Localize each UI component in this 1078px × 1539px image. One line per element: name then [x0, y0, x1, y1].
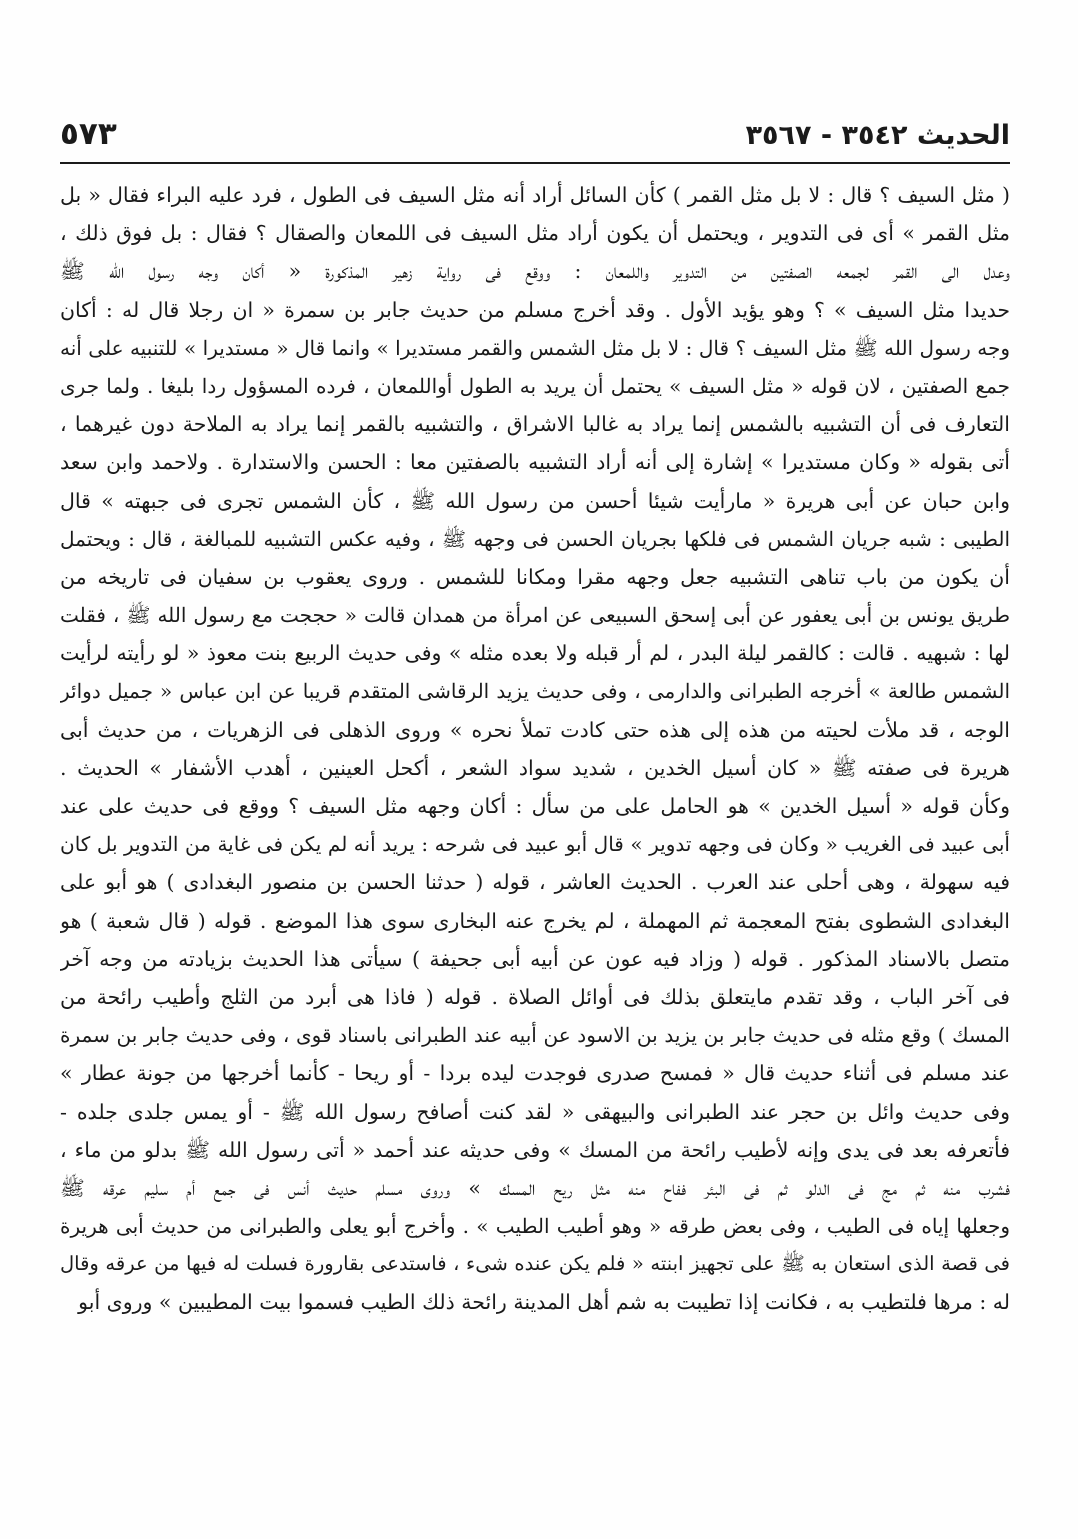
page-header	[60, 112, 1010, 160]
text-line: الشمس طالعة » أخرجه الطبرانى والدارمى ، وفى حديث يزيد الرقاشى المتقدم قريبا عن ابن عباس « جميل دوائر	[60, 679, 1010, 704]
text-line: وفى حديث وائل بن حجر عند الطبرانى والبيهقى « لقد كنت أصافح رسول الله ﷺ - أو يمس جلدى جلده -	[60, 1099, 1010, 1124]
text-line: وابن حبان عن أبى هريرة « مارأيت شيئا أحسن من رسول الله ﷺ ، كأن الشمس تجرى فى جبهته » قال	[60, 488, 1010, 513]
text-line: البغدادى الشطوى بفتح المعجمة ثم المهملة ، لم يخرج عنه البخارى سوى هذا الموضع . قوله ( قال شعبة ) هو	[60, 908, 1010, 933]
text-line: متصل بالاسناد المذكور . قوله ( وزاد فيه عون عن أبيه أبى جحيفة ) سيأتى هذا الحديث بزيادته من وجه آخر	[60, 946, 1010, 971]
text-line: المسك ) وقع مثله فى حديث جابر بن يزيد بن الاسود عن أبيه عند الطبرانى باسناد قوى ، وفى حديث جابر بن سمرة	[60, 1023, 1010, 1048]
running-title: الحديث ٣٥٤٢ - ٣٥٦٧	[745, 120, 1010, 151]
text-line: له : مرها فلتطيب به ، فكانت إذا تطيبت به شم أهل المدينة رائحة ذلك الطيب فسموا بيت المطيبين » وروى أبو	[78, 1290, 1010, 1315]
text-line: مثل القمر » أى فى التدوير ، ويحتمل أن يكون أراد مثل السيف فى اللمعان والصقال ؟ فقال : بل فوق ذلك ،	[60, 221, 1010, 246]
text-line: فى آخر الباب ، وقد تقدم مايتعلق بذلك فى أوائل الصلاة . قوله ( فاذا هى أبرد من الثلج وأطيب رائحة من	[60, 984, 1010, 1009]
text-line: فى قصة الذى استعان به ﷺ على تجهيز ابنته « فلم يكن عنده شىء ، فاستدعى بقارورة فسلت له فيها من عرقه وقال	[60, 1252, 1010, 1276]
text-line: وجعلها إياه فى الطيب ، وفى بعض طرقه « وهو أطيب الطيب » . وأخرج أبو يعلى والطبرانى من حديث أبى هريرة	[60, 1214, 1010, 1239]
text-line: أتى بقوله « وكان مستديرا » إشارة إلى أنه أراد التشبيه بالصفتين معا : الحسن والاستدارة . ولاحمد وابن سعد	[60, 450, 1010, 475]
text-line: الطيبى : شبه جريان الشمس فى فلكها بجريان الحسن فى وجهه ﷺ ، وفيه عكس التشبيه للمبالغة ، قال : ويحتمل	[60, 526, 1010, 551]
text-line: فشرب منه ثم مج فى الدلو ثم فى البئر ففاح منه مثل ريح المسك » وروى مسلم حديث أنس فى جمع أم سليم عرقه ﷺ	[60, 1175, 1010, 1200]
text-line: طريق يونس بن أبى يعفور عن أبى إسحق السبيعى عن امرأة من همدان قالت « حججت مع رسول الله ﷺ ، فقلت	[60, 603, 1010, 628]
text-line: أبى عبيد فى الغريب « وكان فى وجهه تدوير » قال أبو عبيد فى شرحه : يريد أنه لم يكن فى غاية من التدوير بل كان	[60, 832, 1010, 857]
text-line: لها : شبهيه . قالت : كالقمر ليلة البدر ، لم أر قبله ولا بعده مثله » وفى حديث الربيع بنت معوذ « لو رأيته لرأيت	[60, 641, 1010, 666]
text-line: أن يكون من باب تناهى التشبيه جعل وجهه مقرا ومكانا للشمس . وروى يعقوب بن سفيان فى تاريخه من	[60, 564, 1010, 589]
text-line: ( مثل السيف ؟ قال : لا بل مثل القمر ) كأن السائل أراد أنه مثل السيف فى الطول ، فرد عليه البراء فقال « بل	[60, 183, 1010, 207]
commentary-text	[60, 176, 1010, 1322]
text-line: وعدل الى القمر لجمعه الصفتين من التدوير واللمعان : ووقع فى رواية زهير المذكورة « أكان وجه رسول الله ﷺ	[60, 259, 1010, 284]
page-number: ٥٧٣	[60, 116, 117, 152]
text-line: الوجه ، قد ملأت لحيته من هذه إلى هذه حتى كادت تملأ نحره » وروى الذهلى فى الزهريات ، من حديث أبى	[60, 717, 1010, 742]
text-line: عند مسلم فى أثناء حديث قال « فمسح صدرى فوجدت ليده بردا - أو ريحا - كأنما أخرجها من جونة عطار »	[60, 1061, 1010, 1086]
text-line: هريرة فى صفته ﷺ « كان أسيل الخدين ، شديد سواد الشعر ، أكحل العينين ، أهدب الأشفار » الحديث .	[60, 755, 1010, 780]
text-line: وكأن قوله « أسيل الخدين » هو الحامل على من سأل : أكان وجهه مثل السيف ؟ ووقع فى حديث على عند	[60, 794, 1010, 818]
text-line: فأتعرفه بعد فى يدى وإنه لأطيب رائحة من المسك » وفى حديثه عند أحمد « أتى رسول الله ﷺ بدلو من ماء ،	[60, 1137, 1010, 1162]
header-rule	[60, 162, 1010, 164]
text-line: حديدا مثل السيف » ؟ وهو يؤيد الأول . وقد أخرج مسلم من حديث جابر بن سمرة « ان رجلا قال له : أكان	[60, 297, 1010, 322]
text-line: وجه رسول الله ﷺ مثل السيف ؟ قال : لا بل مثل الشمس والقمر مستديرا » وانما قال « مستديرا » للتنبيه على أنه	[60, 335, 1010, 360]
text-line: التعارف فى أن التشبيه بالشمس إنما يراد به غالبا الاشراق ، والتشبيه بالقمر إنما يراد به الملاحة دون غيرهما ،	[60, 412, 1010, 437]
text-line: فيه سهولة ، وهى أحلى عند العرب . الحديث العاشر ، قوله ( حدثنا الحسن بن منصور البغدادى ) هو أبو على	[60, 870, 1010, 895]
text-line: جمع الصفتين ، لان قوله « مثل السيف » يحتمل أن يريد به الطول أواللمعان ، فرده المسؤول ردا بليغا . ولما جرى	[60, 373, 1010, 398]
